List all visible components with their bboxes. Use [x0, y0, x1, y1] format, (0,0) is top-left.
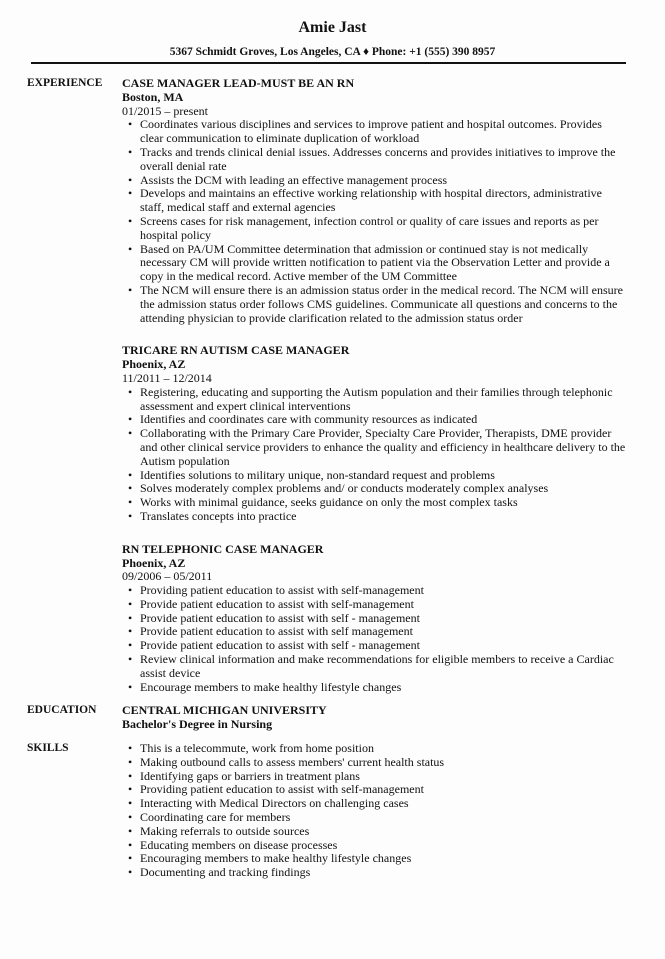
skill-item: • Identifying gaps or barriers in treatment plans	[140, 770, 627, 784]
job-bullets	[122, 386, 627, 524]
header-divider	[31, 62, 626, 64]
job-title: CASE MANAGER LEAD-MUST BE AN RN	[122, 76, 355, 90]
bullet-item: • Provide patient education to assist with self management	[140, 625, 627, 639]
section-label: EDUCATION	[27, 704, 97, 716]
bullet-item: • Solves moderately complex problems and/ or conducts moderately complex analyses	[140, 482, 627, 496]
education-section	[27, 704, 627, 732]
bullet-item: • Translates concepts into practice	[140, 510, 627, 524]
school-name: CENTRAL MICHIGAN UNIVERSITY	[122, 703, 327, 717]
job-dates: 01/2015 – present	[122, 103, 208, 118]
section-label: SKILLS	[27, 742, 69, 754]
skill-item: • Documenting and tracking findings	[140, 866, 627, 880]
bullet-item: • Tracks and trends clinical denial issues. Addresses concerns and provides initiatives to improve the overall denial rate	[140, 146, 627, 174]
contact-info: 5367 Schmidt Groves, Los Angeles, CA ♦ Phone: +1 (555) 390 8957	[169, 46, 496, 58]
job-entry	[122, 344, 627, 523]
degree: Bachelor's Degree in Nursing	[122, 716, 273, 731]
bullet-item: • Registering, educating and supporting the Autism population and their families through telephonic assessment and expert clinical interventions	[140, 386, 627, 414]
skill-item: • Making outbound calls to assess members' current health status	[140, 756, 627, 770]
bullet-item: • Identifies solutions to military unique, non-standard request and problems	[140, 469, 627, 483]
skill-item: • Interacting with Medical Directors on challenging cases	[140, 797, 627, 811]
skill-item: • Making referrals to outside sources	[140, 825, 627, 839]
skill-item: • This is a telecommute, work from home position	[140, 742, 627, 756]
jobs-list	[122, 77, 627, 694]
job-entry	[122, 543, 627, 695]
bullet-item: • Provide patient education to assist with self-management	[140, 598, 627, 612]
bullet-item: • Identifies and coordinates care with community resources as indicated	[140, 413, 627, 427]
candidate-name: Amie Jast	[298, 19, 367, 36]
bullet-item: • Providing patient education to assist with self-management	[140, 584, 627, 598]
job-location: Boston, MA	[122, 89, 184, 104]
bullet-item: • Develops and maintains an effective working relationship with hospital directors, administrative staff, medical staff and external agencies	[140, 187, 627, 215]
skill-item: • Providing patient education to assist with self-management	[140, 783, 627, 797]
bullet-item: • Works with minimal guidance, seeks guidance on only the most complex tasks	[140, 496, 627, 510]
bullet-item: • Review clinical information and make recommendations for eligible members to receive a Cardiac assist device	[140, 653, 627, 681]
bullet-item: • Provide patient education to assist with self - management	[140, 612, 627, 626]
job-bullets	[122, 584, 627, 694]
bullet-item: • Assists the DCM with leading an effective management process	[140, 174, 627, 188]
job-bullets	[122, 118, 627, 325]
job-dates: 09/2006 – 05/2011	[122, 569, 213, 584]
skills-section	[27, 742, 627, 880]
skill-item: • Encouraging members to make healthy lifestyle changes	[140, 852, 627, 866]
job-entry	[122, 77, 627, 325]
bullet-item: • Provide patient education to assist with self - management	[140, 639, 627, 653]
skills-list	[122, 742, 627, 880]
skill-item: • Coordinating care for members	[140, 811, 627, 825]
bullet-item: • The NCM will ensure there is an admission status order in the medical record. The NCM will ensure the admission status order follows CMS guidelines. Communicate all questions and concerns to the attending physician to provide clarification related to the admission status order	[140, 284, 627, 325]
job-title: RN TELEPHONIC CASE MANAGER	[122, 541, 324, 556]
bullet-item: • Screens cases for risk management, infection control or quality of care issues and reports as per hospital policy	[140, 215, 627, 243]
experience-section	[27, 77, 627, 713]
job-location: Phoenix, AZ	[122, 357, 186, 372]
job-dates: 11/2011 – 12/2014	[122, 370, 212, 385]
job-location: Phoenix, AZ	[122, 555, 186, 570]
bullet-item: • Based on PA/UM Committee determination that admission or continued stay is not medically necessary CM will provide written notification to patient via the Observation Letter and provide a copy in the medical record. Active member of the UM Committee	[140, 243, 627, 284]
bullet-item: • Collaborating with the Primary Care Provider, Specialty Care Provider, Therapists, DME provider and other clinical service providers to enhance the quality and efficiency in healthcare delivery to the Autism population	[140, 427, 627, 468]
skill-item: • Educating members on disease processes	[140, 839, 627, 853]
job-title: TRICARE RN AUTISM CASE MANAGER	[122, 343, 350, 358]
section-label: EXPERIENCE	[27, 77, 103, 89]
bullet-item: • Encourage members to make healthy lifestyle changes	[140, 681, 627, 695]
bullet-item: • Coordinates various disciplines and services to improve patient and hospital outcomes. Provides clear communication to eliminate duplication of workload	[140, 118, 627, 146]
